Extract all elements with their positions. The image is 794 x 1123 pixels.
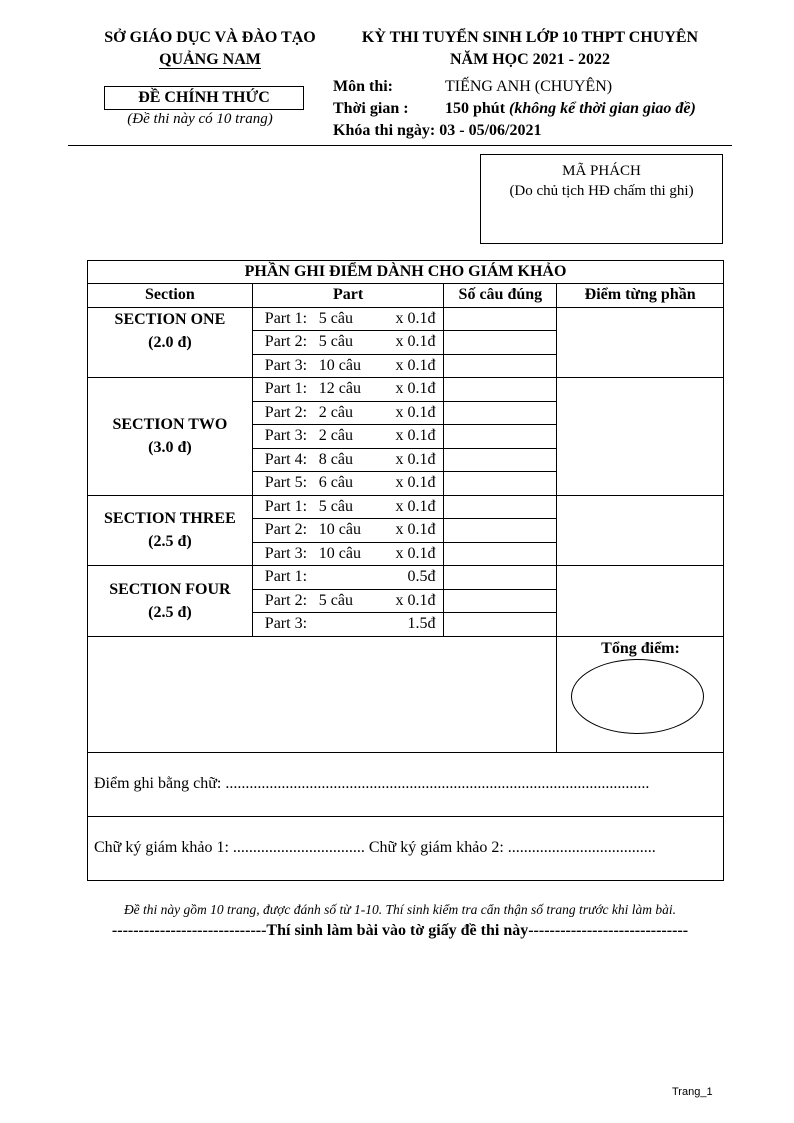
- part-label: Part 2:: [264, 403, 308, 421]
- correct-count-field[interactable]: [444, 401, 557, 425]
- part-multiplier: x 0.1đ: [395, 309, 436, 327]
- department-name: SỞ GIÁO DỤC VÀ ĐÀO TẠO: [104, 29, 316, 46]
- school-year: NĂM HỌC 2021 - 2022: [450, 51, 610, 68]
- section-points: (2.5 đ): [148, 533, 192, 551]
- page-count-note: (Đề thi này có 10 trang): [127, 111, 273, 127]
- part-label: Part 3:: [264, 427, 308, 444]
- part-cell: [252, 519, 444, 543]
- score-table: [87, 260, 724, 881]
- subject-value: TIẾNG ANH (CHUYÊN): [445, 78, 613, 95]
- correct-count-field[interactable]: [444, 542, 557, 566]
- province-name: [70, 51, 350, 69]
- exam-date: Khóa thi ngày: 03 - 05/06/2021: [333, 122, 542, 139]
- correct-count-field[interactable]: [444, 472, 557, 496]
- part-label: Part 2:: [264, 333, 308, 350]
- correct-count-field[interactable]: [444, 354, 557, 378]
- part-multiplier: 1.5đ: [407, 615, 436, 632]
- part-count: 5 câu: [318, 309, 353, 327]
- part-count: 2 câu: [318, 403, 353, 421]
- time-value-group: [445, 100, 696, 118]
- part-cell: [252, 495, 444, 519]
- time-value: 150 phút: [445, 100, 506, 117]
- part-label: Part 1:: [264, 497, 308, 515]
- score-words-row: [88, 752, 724, 816]
- part-label: Part 1:: [264, 380, 308, 397]
- table-row: [88, 307, 724, 331]
- ma-phach-subtitle: (Do chủ tịch HĐ chấm thi ghi): [509, 183, 694, 199]
- correct-count-field[interactable]: [444, 378, 557, 402]
- part-count: 8 câu: [318, 450, 353, 468]
- exam-title: KỲ THI TUYỂN SINH LỚP 10 THPT CHUYÊN: [361, 29, 699, 46]
- answer-instruction: -----------------------------Thí sinh làm bài vào tờ giấy đề thi này------------------------------: [111, 922, 689, 939]
- part-multiplier: 0.5đ: [407, 568, 436, 585]
- part-label: Part 2:: [264, 591, 308, 609]
- part-cell: [252, 566, 444, 590]
- part-count: 5 câu: [318, 591, 353, 609]
- section-points: (2.0 đ): [148, 333, 192, 351]
- province-name-text: QUẢNG NAM: [159, 51, 261, 68]
- total-score-oval[interactable]: [571, 659, 704, 734]
- correct-count-field[interactable]: [444, 566, 557, 590]
- col-header-part-score: Điểm từng phần: [557, 284, 724, 308]
- part-multiplier: x 0.1đ: [395, 497, 436, 515]
- correct-count-field[interactable]: [444, 331, 557, 355]
- subject-row: [333, 78, 733, 98]
- section-four-cell: [88, 566, 253, 637]
- part-multiplier: x 0.1đ: [395, 474, 436, 491]
- part-multiplier: x 0.1đ: [395, 403, 436, 421]
- header-divider: [68, 145, 732, 146]
- correct-count-field[interactable]: [444, 495, 557, 519]
- correct-count-field[interactable]: [444, 589, 557, 613]
- page-note: Đề thi này gồm 10 trang, được đánh số từ 1-10. Thí sinh kiểm tra cẩn thận số trang trước khi làm bài.: [123, 902, 677, 917]
- part-label: Part 3:: [264, 615, 308, 632]
- part-cell: [252, 448, 444, 472]
- correct-count-field[interactable]: [444, 613, 557, 637]
- section-name: SECTION THREE: [104, 510, 236, 528]
- part-cell: [252, 472, 444, 496]
- section-one-cell: [88, 307, 253, 378]
- official-exam-badge: ĐỀ CHÍNH THỨC: [104, 86, 304, 110]
- correct-count-field[interactable]: [444, 448, 557, 472]
- time-note: (không kể thời gian giao đề): [509, 100, 696, 117]
- part-count: 12 câu: [318, 380, 361, 397]
- part-label: Part 5:: [264, 474, 308, 491]
- part-cell: [252, 354, 444, 378]
- part-cell: [252, 378, 444, 402]
- correct-count-field[interactable]: [444, 307, 557, 331]
- total-score-label: Tổng điểm:: [601, 640, 680, 657]
- correct-count-field[interactable]: [444, 519, 557, 543]
- part-count: 5 câu: [318, 333, 353, 350]
- part-multiplier: x 0.1đ: [395, 591, 436, 609]
- section-three-cell: [88, 495, 253, 566]
- col-header-correct-count: Số câu đúng: [444, 284, 557, 308]
- part-label: Part 4:: [264, 450, 308, 468]
- section-two-cell: [88, 378, 253, 496]
- part-label: Part 1:: [264, 309, 308, 327]
- part-label: Part 3:: [264, 356, 308, 374]
- section-score-field[interactable]: [557, 566, 724, 637]
- date-row: [333, 122, 733, 142]
- part-cell: [252, 613, 444, 637]
- ma-phach-title: MÃ PHÁCH: [562, 163, 641, 179]
- part-count: 10 câu: [318, 521, 361, 538]
- section-name: SECTION TWO: [112, 416, 228, 434]
- part-multiplier: x 0.1đ: [395, 544, 436, 562]
- part-multiplier: x 0.1đ: [395, 450, 436, 468]
- part-multiplier: x 0.1đ: [395, 521, 436, 538]
- ma-phach-box: [480, 154, 723, 244]
- part-label: Part 2:: [264, 521, 308, 538]
- time-label: Thời gian :: [333, 100, 409, 117]
- part-count: 6 câu: [318, 474, 353, 491]
- total-blank-area: [88, 636, 557, 752]
- table-row: [88, 566, 724, 590]
- signature-row: [88, 816, 724, 880]
- section-name: SECTION ONE: [114, 310, 226, 328]
- section-score-field[interactable]: [557, 378, 724, 496]
- part-cell: [252, 589, 444, 613]
- section-points: (2.5 đ): [148, 603, 192, 621]
- correct-count-field[interactable]: [444, 425, 557, 449]
- table-row: [88, 378, 724, 402]
- subject-label: Môn thi:: [333, 78, 393, 95]
- part-cell: [252, 307, 444, 331]
- score-table-title: PHẦN GHI ĐIỂM DÀNH CHO GIÁM KHẢO: [88, 261, 724, 284]
- part-multiplier: x 0.1đ: [395, 380, 436, 397]
- examiner-signatures[interactable]: Chữ ký giám khảo 1: ................................. Chữ ký giám khảo 2: .....................................: [88, 816, 724, 880]
- part-cell: [252, 425, 444, 449]
- section-points: (3.0 đ): [148, 439, 192, 457]
- part-multiplier: x 0.1đ: [395, 356, 436, 374]
- table-row: [88, 495, 724, 519]
- part-count: 5 câu: [318, 497, 353, 515]
- section-score-field[interactable]: [557, 307, 724, 378]
- section-score-field[interactable]: [557, 495, 724, 566]
- score-in-words-field[interactable]: Điểm ghi bằng chữ: ..........................................................................................................: [88, 752, 724, 816]
- part-count: 2 câu: [318, 427, 353, 444]
- part-cell: [252, 401, 444, 425]
- part-label: Part 1:: [264, 568, 308, 585]
- part-multiplier: x 0.1đ: [395, 333, 436, 350]
- col-header-section: Section: [88, 284, 253, 308]
- page-number: Trang_1: [672, 1086, 713, 1098]
- part-cell: [252, 542, 444, 566]
- col-header-part: Part: [252, 284, 444, 308]
- part-cell: [252, 331, 444, 355]
- part-count: 10 câu: [318, 544, 361, 562]
- part-multiplier: x 0.1đ: [395, 427, 436, 444]
- section-name: SECTION FOUR: [109, 580, 231, 598]
- time-row: [333, 100, 733, 120]
- part-count: 10 câu: [318, 356, 361, 374]
- part-label: Part 3:: [264, 544, 308, 562]
